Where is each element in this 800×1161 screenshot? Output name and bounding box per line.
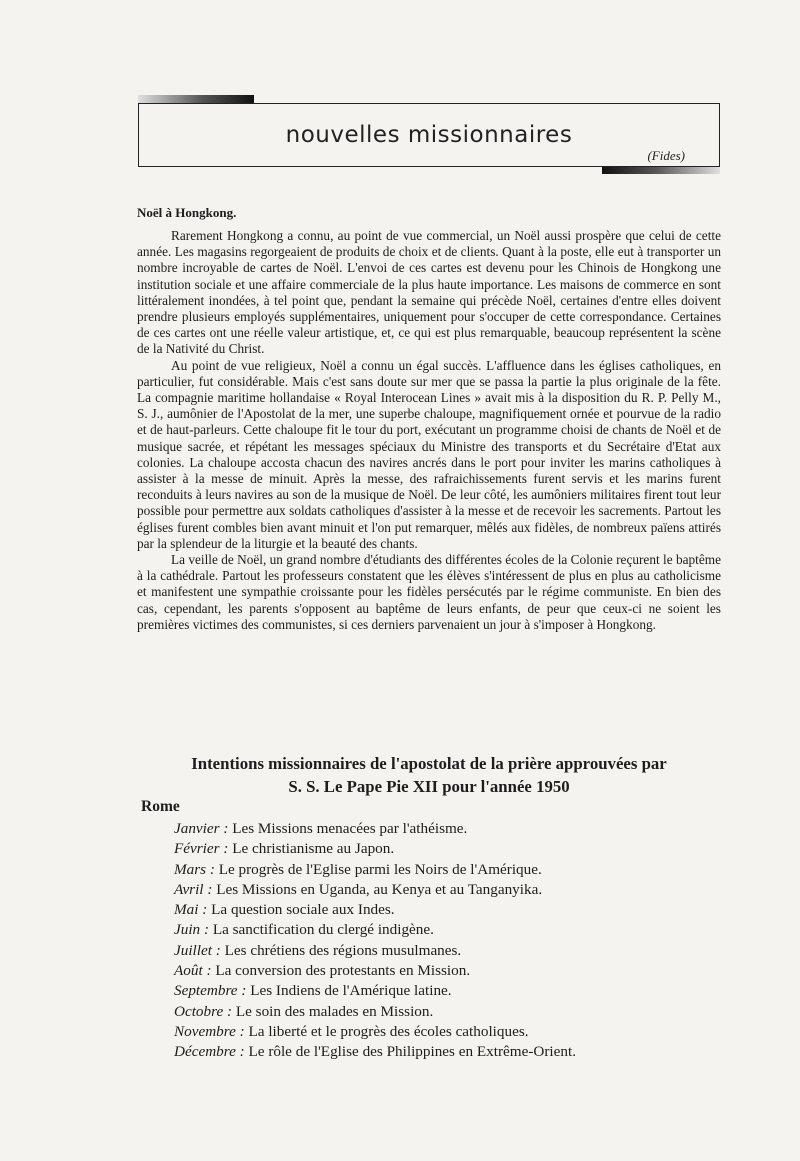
page-title: nouvelles missionnaires bbox=[285, 122, 573, 148]
list-item bbox=[174, 920, 734, 940]
month-label: Janvier : bbox=[174, 820, 229, 837]
list-item bbox=[174, 819, 734, 839]
month-intention: Le christianisme au Japon. bbox=[232, 840, 395, 858]
month-label: Mars : bbox=[174, 860, 215, 878]
month-intention: Les Indiens de l'Amérique latine. bbox=[250, 982, 452, 1000]
header-top-rule bbox=[138, 95, 254, 103]
month-label: Juillet : bbox=[174, 941, 221, 959]
intentions-title-line1: Intentions missionnaires de l'apostolat de la prière approuvées par bbox=[191, 754, 667, 773]
intentions-title bbox=[137, 752, 721, 798]
month-label: Août : bbox=[174, 962, 212, 980]
month-intention: Le soin des malades en Mission. bbox=[235, 1002, 434, 1020]
month-intention: Le rôle de l'Eglise des Philippines en Extrême-Orient. bbox=[248, 1043, 576, 1061]
month-intentions-list bbox=[174, 819, 734, 1063]
list-item bbox=[174, 1042, 734, 1062]
article-heading: Noël à Hongkong. bbox=[137, 205, 237, 220]
header-box bbox=[138, 103, 720, 167]
intentions-title-line2: S. S. Le Pape Pie XII pour l'année 1950 bbox=[288, 777, 570, 796]
header-bottom-rule bbox=[602, 167, 720, 174]
list-item bbox=[174, 839, 734, 859]
month-intention: La question sociale aux Indes. bbox=[211, 901, 395, 919]
article-paragraph: Rarement Hongkong a connu, au point de vue commercial, un Noël aussi prospère que celui de cette année. Les magasins regorgeaient de produits de choix et de clients. Quant à la poste, elle eut à transporter un nombre incroyable de cartes de Noël. L'envoi de ces cartes est devenu pour les Chinois de Hongkong une institution sociale et une affaire commerciale de la plus haute importance. Les maisons de commerce en sont littéralement inondées, à tel point que, pendant la semaine qui précède Noël, certaines d'entre elles doivent prendre plusieurs employés supplémentaires, uniquement pour s'occuper de cette correspondance. Certaines de ces cartes ont une réelle valeur artistique, et, ce qui est plus remarquable, beaucoup représentent la scène de la Nativité du Christ. bbox=[137, 228, 721, 357]
article-paragraph: La veille de Noël, un grand nombre d'étudiants des différentes écoles de la Colonie reçurent le baptême à la cathédrale. Partout les professeurs constatent que les élèves s'intéressent de plus en plus au catholicisme et manifestent une sympathie croissante pour les fidèles persécutés par le régime communiste. En bien des cas, cependant, les parents s'opposent au baptême de leurs enfants, de peur que ceux-ci ne soient les premières victimes des communistes, si ces derniers parvenaient un jour à s'imposer à Hongkong. bbox=[137, 552, 721, 632]
list-item bbox=[174, 941, 734, 961]
month-intention: La sanctification du clergé indigène. bbox=[212, 921, 434, 939]
list-item bbox=[174, 961, 734, 981]
list-item bbox=[174, 1022, 734, 1042]
month-label: Novembre : bbox=[174, 1022, 245, 1040]
month-intention: Les chrétiens des régions musulmanes. bbox=[224, 941, 462, 959]
month-label: Février : bbox=[174, 840, 229, 858]
month-intention: La conversion des protestants en Mission. bbox=[215, 962, 471, 980]
month-label: Décembre : bbox=[174, 1043, 245, 1061]
list-item bbox=[174, 981, 734, 1001]
month-label: Avril : bbox=[174, 880, 213, 898]
place-label: Rome bbox=[141, 798, 180, 815]
article-paragraph: Au point de vue religieux, Noël a connu un égal succès. L'affluence dans les églises catholiques, en particulier, fut considérable. Mais c'est sans doute sur mer que se passa la partie la plus originale de la fête. La compagnie maritime hollandaise « Royal Interocean Lines » avait mis à la disposition du R. P. Pelly M., S. J., aumônier de l'Apostolat de la mer, une superbe chaloupe, magnifiquement ornée et pourvue de la radio et de haut-parleurs. Cette chaloupe fit le tour du port, exécutant un programme choisi de chants de Noël et de musique sacrée, et répétant les messages spéciaux du Ministre des transports et du Secrétaire d'Etat aux colonies. La chaloupe accosta chacun des navires ancrés dans le port pour inviter les marins catholiques à assister à la messe de minuit. Après la messe, des rafraichissements furent servis et les marins furent reconduits à leurs navires au son de la musique de Noël. De leur côté, les aumôniers militaires firent tout leur possible pour permettre aux soldats catholiques d'assister à la messe et de recevoir les sacrements. Partout les églises furent combles bien avant minuit et l'on put remarquer, mêlés aux fidèles, de nombreux païens attirés par la splendeur de la liturgie et la beauté des chants. bbox=[137, 357, 721, 551]
list-item bbox=[174, 880, 734, 900]
month-intention: La liberté et le progrès des écoles catholiques. bbox=[248, 1022, 529, 1040]
article-body bbox=[137, 228, 721, 633]
list-item bbox=[174, 900, 734, 920]
month-intention: Le progrès de l'Eglise parmi les Noirs de l'Amérique. bbox=[218, 860, 542, 878]
month-label: Octobre : bbox=[174, 1002, 233, 1020]
month-label: Mai : bbox=[174, 901, 208, 919]
month-label: Septembre : bbox=[174, 982, 247, 1000]
month-label: Juin : bbox=[174, 921, 210, 939]
list-item bbox=[174, 1002, 734, 1022]
source-label: (Fides) bbox=[647, 148, 685, 163]
list-item bbox=[174, 860, 734, 880]
month-intention: Les Missions menacées par l'athéisme. bbox=[232, 820, 468, 837]
month-intention: Les Missions en Uganda, au Kenya et au Tanganyika. bbox=[216, 880, 543, 898]
